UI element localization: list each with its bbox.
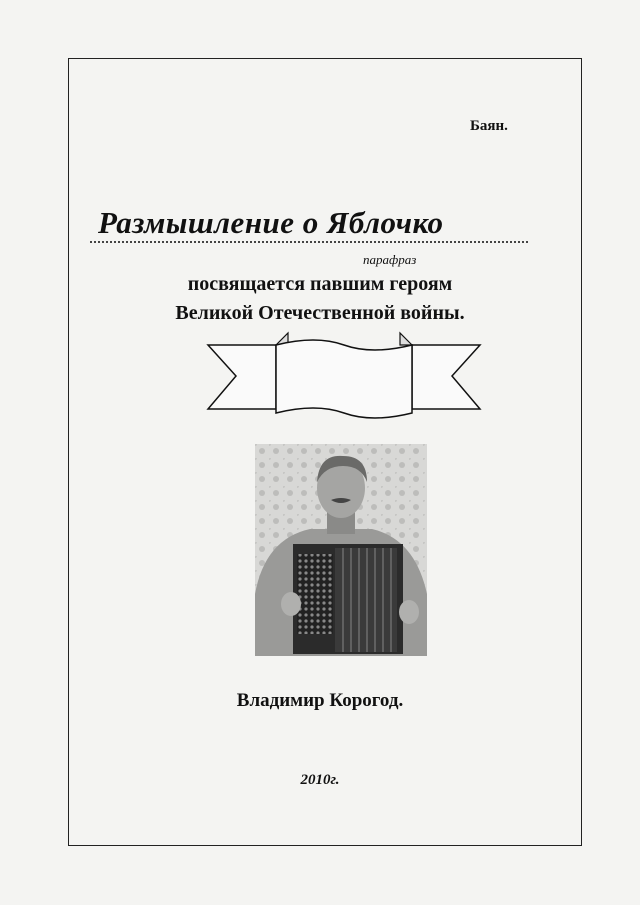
publication-year: 2010г. xyxy=(300,772,340,788)
ribbon-banner-icon xyxy=(206,331,482,427)
dedication-line-1: посвящается павшим героям xyxy=(187,273,453,295)
dedication-line-2: Великой Отечественной войны. xyxy=(175,302,465,324)
title-underline xyxy=(90,241,528,243)
author-name: Владимир Корогод. xyxy=(236,690,404,711)
instrument-label: Баян. xyxy=(470,118,508,134)
page-title: Размышление о Яблочко xyxy=(98,205,444,240)
subtitle: парафраз xyxy=(363,252,417,267)
accordionist-portrait-icon xyxy=(255,444,427,656)
